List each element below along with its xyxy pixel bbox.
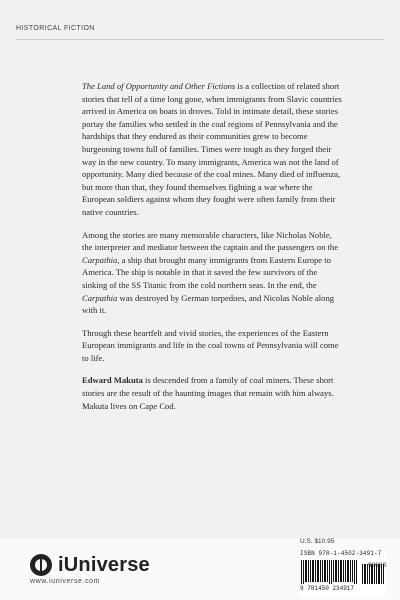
paragraph-2-text-c: was destroyed by German torpedoes, and Nicolas Noble along with it. (82, 292, 335, 316)
publisher-name: iUniverse (58, 553, 150, 576)
barcode-addon-digits: 90000 (367, 562, 386, 569)
top-divider (16, 39, 384, 40)
publisher-logo (30, 548, 190, 582)
cover-description (82, 80, 344, 422)
author-bio (82, 374, 344, 412)
price-label: U.S. $10.95 (300, 538, 335, 545)
paragraph-2-text-a: Among the stories are many memorable characters, like Nicholas Noble, the interpreter and mediator between the captain and the passengers on the (82, 229, 339, 253)
paragraph-2 (82, 229, 344, 317)
barcode-icon (300, 550, 386, 596)
paragraph-3: Through these heartfelt and vivid stories, the experiences of the Eastern European immigrants and life in the coal towns of Pennsylvania will come to life. (82, 327, 339, 363)
paragraph-1-text: is a collection of related short stories that tell of a time long gone, when immigrants from Slavic countries arrived in America on boats in droves. Told in intimate detail, these stories portay the families who settled in the coal regions of Pennsylvania and the hardships that they endured as their communities grew to become burgeoning towns full of families. Times were tough as they forged their way in the new country. To many immigrants, America was not the land of opportunity. Many died because of the coal mines. Many died of influenza, but more than that, they found themselves fighting a war where the European soldiers against whom they fought were often family from their native countries. (82, 81, 342, 217)
publisher-url: www.iuniverse.com (30, 578, 101, 585)
genre-label: HISTORICAL FICTION (16, 25, 95, 32)
paragraph-1 (82, 80, 344, 219)
book-title: The Land of Opportunity and Other Fictions (82, 81, 236, 91)
iuniverse-logo-icon (30, 554, 52, 576)
author-bio-text: is descended from a family of coal miners. These short stories are the result of the haunting images that remain with him always. Makuta lives on Cape Cod. (82, 375, 334, 411)
isbn-label: ISBN 978-1-4502-3491-7 (300, 550, 382, 557)
paragraph-2-text-b: , a ship that brought many immigrants from Eastern Europe to America. The ship is notable in that it saved the few survivors of the sinking of the SS Titanic from the cold northern seas. In the end, the (82, 254, 331, 290)
barcode-digits: 9 781450 234917 (300, 585, 355, 592)
ship-name: Carpathia (82, 292, 118, 303)
author-name: Edward Makuta (82, 375, 143, 386)
ship-name: Carpathia (82, 254, 118, 265)
